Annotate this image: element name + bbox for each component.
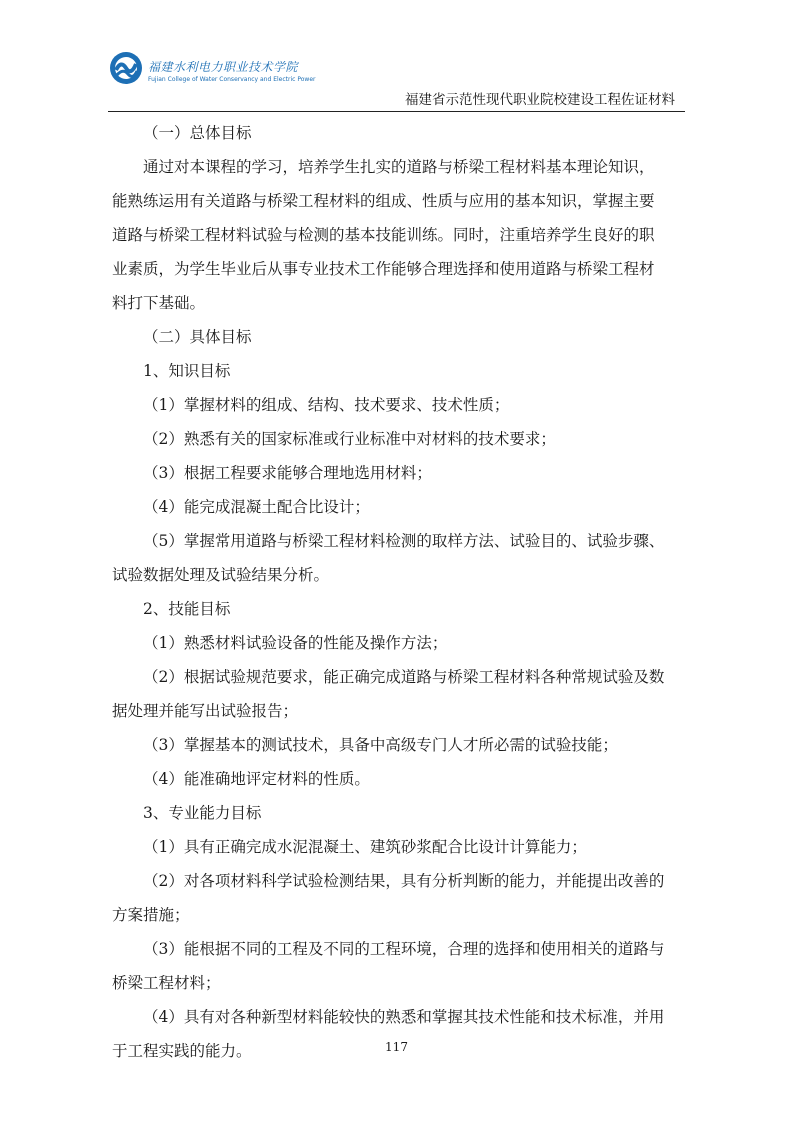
text-line: （4）能完成混凝土配合比设计； <box>143 498 370 516</box>
text-line: （2）熟悉有关的国家标准或行业标准中对材料的技术要求； <box>143 430 556 448</box>
college-emblem-icon <box>108 50 144 86</box>
text-line: （2）根据试验规范要求，能正确完成道路与桥梁工程材料各种常规试验及数 <box>143 668 665 686</box>
logo-text-en: Fujian College of Water Conservancy and Electric Power <box>148 76 316 83</box>
document-body <box>112 116 682 1068</box>
text-line: （1）掌握材料的组成、结构、技术要求、技术性质； <box>143 396 510 414</box>
text-line: 能熟练运用有关道路与桥梁工程材料的组成、性质与应用的基本知识，掌握主要 <box>112 192 655 210</box>
text-line: 桥梁工程材料； <box>112 974 221 992</box>
text-line: （1）具有正确完成水泥混凝土、建筑砂浆配合比设计计算能力； <box>143 838 587 856</box>
text-line: 试验数据处理及试验结果分析。 <box>112 566 330 584</box>
text-line: （2）对各项材料科学试验检测结果，具有分析判断的能力，并能提出改善的 <box>143 872 665 890</box>
text-line: （5）掌握常用道路与桥梁工程材料检测的取样方法、试验目的、试验步骤、 <box>143 532 665 550</box>
text-line: 3、专业能力目标 <box>143 804 262 822</box>
text-line: 道路与桥梁工程材料试验与检测的基本技能训练。同时，注重培养学生良好的职 <box>112 226 655 244</box>
text-line: 据处理并能写出试验报告； <box>112 702 299 720</box>
text-line: （3）掌握基本的测试技术，具备中高级专门人才所必需的试验技能； <box>143 736 618 754</box>
text-line: 2、技能目标 <box>143 600 231 618</box>
text-line: （3）能根据不同的工程及不同的工程环境，合理的选择和使用相关的道路与 <box>143 940 665 958</box>
text-line: （4）能准确地评定材料的性质。 <box>143 770 370 788</box>
logo-text-cn: 福建水利电力职业技术学院 <box>148 60 299 74</box>
college-logo <box>108 50 316 94</box>
text-line: （4）具有对各种新型材料能较快的熟悉和掌握其技术性能和技术标准，并用 <box>143 1008 665 1026</box>
text-line: 业素质，为学生毕业后从事专业技术工作能够合理选择和使用道路与桥梁工程材 <box>112 260 655 278</box>
text-line: 1、知识目标 <box>143 362 231 380</box>
text-line: （3）根据工程要求能够合理地选用材料； <box>143 464 432 482</box>
text-line: 于工程实践的能力。 <box>112 1042 252 1060</box>
text-line: （1）熟悉材料试验设备的性能及操作方法； <box>143 634 448 652</box>
text-line: 方案措施； <box>112 906 190 924</box>
header-divider <box>108 111 685 112</box>
page-number: 117 <box>385 1040 408 1054</box>
header-title: 福建省示范性现代职业院校建设工程佐证材料 <box>405 92 675 108</box>
text-line: （二）具体目标 <box>143 328 252 346</box>
text-line: 通过对本课程的学习，培养学生扎实的道路与桥梁工程材料基本理论知识， <box>143 158 655 176</box>
text-line: （一）总体目标 <box>143 124 252 142</box>
text-line: 料打下基础。 <box>112 294 206 312</box>
